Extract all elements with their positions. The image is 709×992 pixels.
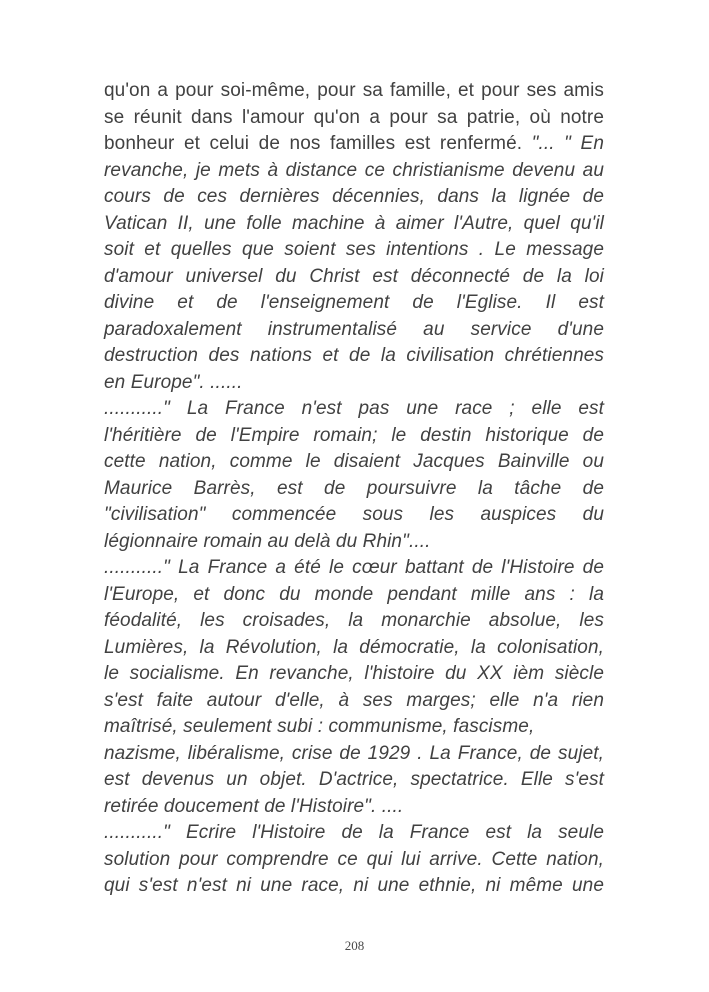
text-line bbox=[104, 555, 604, 582]
text-line bbox=[104, 741, 604, 768]
italic-text-segment: divine et de l'enseignement de l'Eglise. Il est bbox=[104, 292, 604, 313]
regular-text-segment: se réunit dans l'amour qu'on a pour sa patrie, où notre bbox=[104, 106, 604, 128]
italic-text-segment: "... " En bbox=[531, 133, 604, 154]
text-line bbox=[104, 582, 604, 609]
italic-text-segment: en Europe". ...... bbox=[104, 371, 243, 393]
text-line bbox=[104, 78, 604, 105]
italic-text-segment: s'est faite autour d'elle, à ses marges; elle n'a rien bbox=[104, 689, 604, 711]
text-line bbox=[104, 105, 604, 132]
italic-text-segment: est devenus un objet. D'actrice, spectatrice. Elle s'est bbox=[104, 769, 604, 790]
text-line bbox=[104, 423, 604, 450]
text-line bbox=[104, 767, 604, 794]
text-line bbox=[104, 635, 604, 662]
italic-text-segment: Vatican II, une folle machine à aimer l'Autre, quel qu'il bbox=[104, 212, 604, 234]
italic-text-segment: nazisme, libéralisme, crise de 1929 . La France, de sujet, bbox=[104, 742, 604, 764]
italic-text-segment: qui s'est n'est ni une race, ni une ethnie, ni même une bbox=[104, 875, 604, 896]
italic-text-segment: destruction des nations et de la civilisation chrétiennes bbox=[104, 345, 604, 366]
italic-text-segment: ..........." La France n'est pas une race ; elle est bbox=[104, 398, 604, 419]
text-line bbox=[104, 847, 604, 874]
text-line bbox=[104, 131, 604, 158]
body-text bbox=[104, 78, 604, 900]
italic-text-segment: cours de ces dernières décennies, dans la lignée de bbox=[104, 186, 604, 207]
text-line bbox=[104, 237, 604, 264]
text-line bbox=[104, 714, 604, 741]
italic-text-segment: Lumières, la Révolution, la démocratie, la colonisation, bbox=[104, 636, 604, 658]
text-line bbox=[104, 688, 604, 715]
text-line bbox=[104, 661, 604, 688]
italic-text-segment: maîtrisé, seulement subi : communisme, fascisme, bbox=[104, 716, 535, 737]
text-line bbox=[104, 476, 604, 503]
italic-text-segment: légionnaire romain au delà du Rhin".... bbox=[104, 530, 431, 552]
italic-text-segment: le socialisme. En revanche, l'histoire du XX ièm siècle bbox=[104, 663, 604, 684]
text-line bbox=[104, 290, 604, 317]
text-line bbox=[104, 794, 604, 821]
text-line bbox=[104, 211, 604, 238]
text-line bbox=[104, 449, 604, 476]
italic-text-segment: retirée doucement de l'Histoire". .... bbox=[104, 795, 404, 817]
text-line bbox=[104, 502, 604, 529]
regular-text-segment: qu'on a pour soi-même, pour sa famille, et pour ses amis bbox=[104, 80, 604, 101]
text-line bbox=[104, 529, 604, 556]
italic-text-segment: féodalité, les croisades, la monarchie absolue, les bbox=[104, 610, 604, 631]
italic-text-segment: revanche, je mets à distance ce christianisme devenu au bbox=[104, 159, 604, 181]
page-number: 208 bbox=[344, 938, 365, 953]
italic-text-segment: cette nation, comme le disaient Jacques Bainville ou bbox=[104, 451, 604, 472]
italic-text-segment: paradoxalement instrumentalisé au service d'une bbox=[104, 318, 604, 340]
italic-text-segment: soit et quelles que soient ses intentions . Le message bbox=[104, 239, 604, 260]
italic-text-segment: solution pour comprendre ce qui lui arrive. Cette nation, bbox=[104, 848, 604, 870]
text-line bbox=[104, 608, 604, 635]
text-line bbox=[104, 343, 604, 370]
text-line bbox=[104, 158, 604, 185]
italic-text-segment: l'Europe, et donc du monde pendant mille ans : la bbox=[104, 583, 604, 605]
text-line bbox=[104, 264, 604, 291]
italic-text-segment: l'héritière de l'Empire romain; le destin historique de bbox=[104, 424, 604, 446]
italic-text-segment: ..........." Ecrire l'Histoire de la France est la seule bbox=[104, 822, 604, 843]
text-line bbox=[104, 396, 604, 423]
text-line bbox=[104, 317, 604, 344]
italic-text-segment: d'amour universel du Christ est déconnecté de la loi bbox=[104, 265, 604, 287]
regular-text-segment: bonheur et celui de nos familles est renfermé. bbox=[104, 133, 532, 154]
text-line bbox=[104, 873, 604, 900]
text-line bbox=[104, 820, 604, 847]
italic-text-segment: ..........." La France a été le cœur battant de l'Histoire de bbox=[104, 557, 604, 578]
text-line bbox=[104, 184, 604, 211]
text-line bbox=[104, 370, 604, 397]
italic-text-segment: "civilisation" commencée sous les auspices du bbox=[104, 504, 604, 525]
italic-text-segment: Maurice Barrès, est de poursuivre la tâche de bbox=[104, 477, 604, 499]
